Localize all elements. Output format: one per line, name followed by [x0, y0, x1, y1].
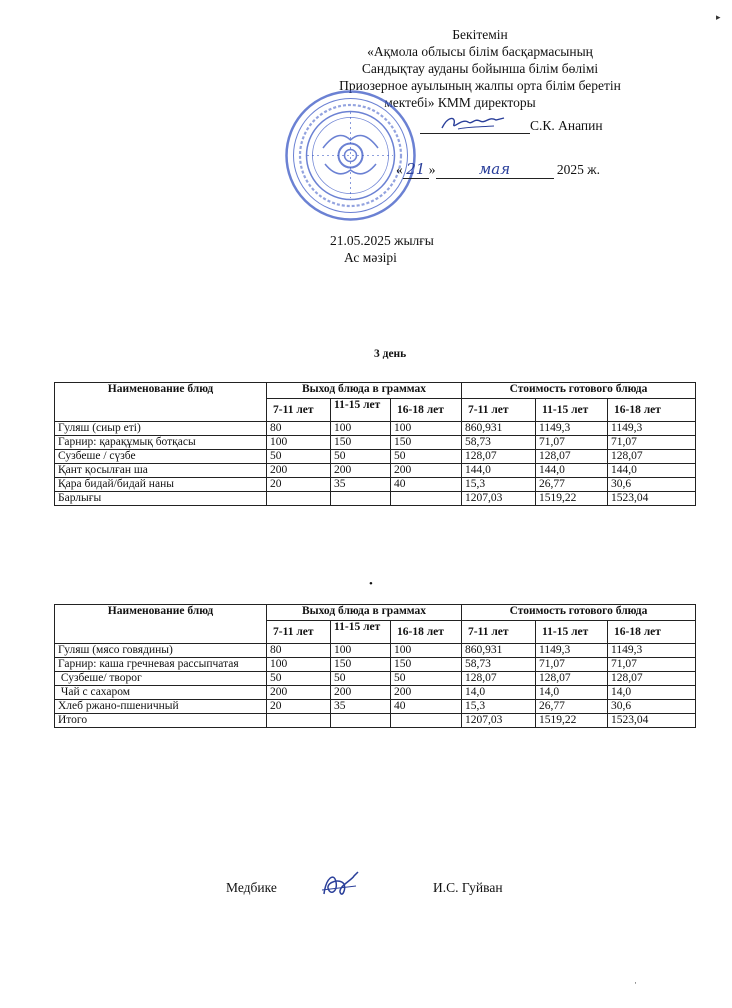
approval-line: Приозерное ауылының жалпы орта білім беретін: [339, 78, 621, 93]
table-row: [55, 436, 696, 450]
scan-mark: ▸: [716, 12, 721, 22]
dish-name: Қара бидай/бидай наны: [55, 478, 267, 492]
header-dish-name: Наименование блюд: [55, 605, 267, 644]
footer-role: Медбике: [226, 880, 277, 895]
day-label: 3 день: [374, 348, 407, 360]
cost-7-11: 144,0: [462, 464, 536, 478]
header-age-11-15: 11-15 лет: [331, 621, 391, 644]
header-age-7-11: 7-11 лет: [462, 399, 536, 422]
header-age-11-15: 11-15 лет: [331, 399, 391, 422]
header-age-7-11: 7-11 лет: [267, 621, 331, 644]
yield-7-11: 20: [267, 700, 331, 714]
table-row: [55, 464, 696, 478]
yield-7-11: 200: [267, 464, 331, 478]
director-name: С.К. Анапин: [530, 118, 603, 133]
yield-11-15: 150: [331, 436, 391, 450]
yield-16-18: 200: [391, 464, 462, 478]
dish-name: Сузбеше / сүзбе: [55, 450, 267, 464]
header-age-16-18: 16-18 лет: [608, 621, 696, 644]
total-label: Барлығы: [55, 492, 267, 506]
header-yield: Выход блюда в граммах: [267, 383, 462, 399]
yield-16-18: 150: [391, 436, 462, 450]
dish-name: Гуляш (сиыр еті): [55, 422, 267, 436]
approval-line: Сандықтау ауданы бойынша білім бөлімі: [361, 61, 599, 76]
total-cost-16-18: 1523,04: [608, 492, 696, 506]
yield-7-11: 100: [267, 436, 331, 450]
date-day: 21: [403, 160, 429, 179]
scan-mark: ·: [634, 978, 637, 988]
date-open-quote: «: [396, 162, 403, 177]
cost-7-11: 860,931: [462, 422, 536, 436]
cost-16-18: 30,6: [608, 478, 696, 492]
header-cost: Стоимость готового блюда: [462, 605, 696, 621]
table-row: [55, 422, 696, 436]
cost-11-15: 14,0: [536, 686, 608, 700]
table-body: [55, 644, 696, 728]
header-age-16-18: 16-18 лет: [391, 621, 462, 644]
yield-16-18: [391, 714, 462, 728]
yield-11-15: 100: [331, 422, 391, 436]
cost-11-15: 26,77: [536, 478, 608, 492]
yield-7-11: 80: [267, 422, 331, 436]
total-cost-7-11: 1207,03: [462, 492, 536, 506]
yield-11-15: 35: [331, 700, 391, 714]
yield-11-15: 100: [331, 644, 391, 658]
yield-11-15: 50: [331, 450, 391, 464]
yield-16-18: [391, 492, 462, 506]
cost-16-18: 71,07: [608, 658, 696, 672]
yield-11-15: [331, 492, 391, 506]
cost-11-15: 1149,3: [536, 644, 608, 658]
yield-16-18: 150: [391, 658, 462, 672]
yield-7-11: 80: [267, 644, 331, 658]
dish-name: Сузбеше/ творог: [55, 672, 267, 686]
yield-16-18: 40: [391, 700, 462, 714]
header-age-16-18: 16-18 лет: [391, 399, 462, 422]
header-dish-name: Наименование блюд: [55, 383, 267, 422]
table-row: [55, 700, 696, 714]
dish-name: Гарнир: қарақұмық ботқасы: [55, 436, 267, 450]
header-age-7-11: 7-11 лет: [462, 621, 536, 644]
table-body: [55, 422, 696, 506]
header-yield: Выход блюда в граммах: [267, 605, 462, 621]
cost-16-18: 14,0: [608, 686, 696, 700]
yield-11-15: 200: [331, 686, 391, 700]
yield-11-15: 150: [331, 658, 391, 672]
cost-16-18: 1149,3: [608, 644, 696, 658]
header-age-7-11: 7-11 лет: [267, 399, 331, 422]
cost-16-18: 1149,3: [608, 422, 696, 436]
cost-16-18: 30,6: [608, 700, 696, 714]
total-cost-11-15: 1519,22: [536, 492, 608, 506]
cost-7-11: 14,0: [462, 686, 536, 700]
yield-16-18: 100: [391, 644, 462, 658]
menu-heading: [330, 232, 434, 266]
cost-7-11: 860,931: [462, 644, 536, 658]
yield-7-11: 20: [267, 478, 331, 492]
cost-7-11: 128,07: [462, 450, 536, 464]
yield-16-18: 100: [391, 422, 462, 436]
cost-11-15: 71,07: [536, 658, 608, 672]
yield-11-15: [331, 714, 391, 728]
cost-11-15: 26,77: [536, 700, 608, 714]
header-age-11-15: 11-15 лет: [536, 399, 608, 422]
date-month: мая: [436, 160, 554, 179]
table-row: [55, 478, 696, 492]
yield-16-18: 50: [391, 450, 462, 464]
header-cost: Стоимость готового блюда: [462, 383, 696, 399]
nurse-signature-icon: [318, 868, 362, 902]
total-cost-11-15: 1519,22: [536, 714, 608, 728]
date-close-quote: »: [428, 162, 436, 177]
yield-7-11: 100: [267, 658, 331, 672]
cost-16-18: 128,07: [608, 672, 696, 686]
cost-16-18: 144,0: [608, 464, 696, 478]
dish-name: Қант қосылған ша: [55, 464, 267, 478]
yield-11-15: 35: [331, 478, 391, 492]
header-age-11-15: 11-15 лет: [536, 621, 608, 644]
cost-11-15: 128,07: [536, 672, 608, 686]
cost-11-15: 71,07: [536, 436, 608, 450]
yield-7-11: 50: [267, 672, 331, 686]
dish-name: Гуляш (мясо говядины): [55, 644, 267, 658]
approval-line: мектебі» КММ директоры: [384, 95, 536, 110]
approval-line: «Ақмола облысы білім басқармасының: [367, 44, 593, 59]
table-row: [55, 658, 696, 672]
cost-7-11: 128,07: [462, 672, 536, 686]
yield-16-18: 50: [391, 672, 462, 686]
menu-table-kz: [54, 382, 696, 506]
table-row: [55, 450, 696, 464]
cost-11-15: 144,0: [536, 464, 608, 478]
cost-7-11: 58,73: [462, 658, 536, 672]
table-row: [55, 672, 696, 686]
cost-16-18: 128,07: [608, 450, 696, 464]
total-row: [55, 714, 696, 728]
approval-line: Бекітемін: [452, 27, 508, 42]
yield-11-15: 200: [331, 464, 391, 478]
total-row: [55, 492, 696, 506]
menu-table-ru: [54, 604, 696, 728]
footer-name: И.С. Гуйван: [433, 880, 503, 895]
total-cost-16-18: 1523,04: [608, 714, 696, 728]
yield-11-15: 50: [331, 672, 391, 686]
cost-11-15: 128,07: [536, 450, 608, 464]
table-row: [55, 644, 696, 658]
table-row: [55, 686, 696, 700]
yield-7-11: 50: [267, 450, 331, 464]
yield-7-11: [267, 714, 331, 728]
total-cost-7-11: 1207,03: [462, 714, 536, 728]
cost-7-11: 58,73: [462, 436, 536, 450]
separator-dot: •: [369, 578, 373, 590]
total-label: Итого: [55, 714, 267, 728]
yield-16-18: 40: [391, 478, 462, 492]
menu-date: 21.05.2025 жылғы: [330, 233, 434, 248]
director-signature-icon: [438, 112, 508, 134]
cost-7-11: 15,3: [462, 700, 536, 714]
yield-7-11: [267, 492, 331, 506]
yield-16-18: 200: [391, 686, 462, 700]
yield-7-11: 200: [267, 686, 331, 700]
approval-date: [396, 160, 600, 179]
cost-16-18: 71,07: [608, 436, 696, 450]
dish-name: Хлеб ржано-пшеничный: [55, 700, 267, 714]
dish-name: Гарнир: каша гречневая рассыпчатая: [55, 658, 267, 672]
menu-title: Ас мәзірі: [344, 250, 397, 265]
dish-name: Чай с сахаром: [55, 686, 267, 700]
school-seal-icon: [283, 88, 418, 223]
cost-11-15: 1149,3: [536, 422, 608, 436]
cost-7-11: 15,3: [462, 478, 536, 492]
header-age-16-18: 16-18 лет: [608, 399, 696, 422]
date-year: 2025 ж.: [556, 162, 600, 177]
